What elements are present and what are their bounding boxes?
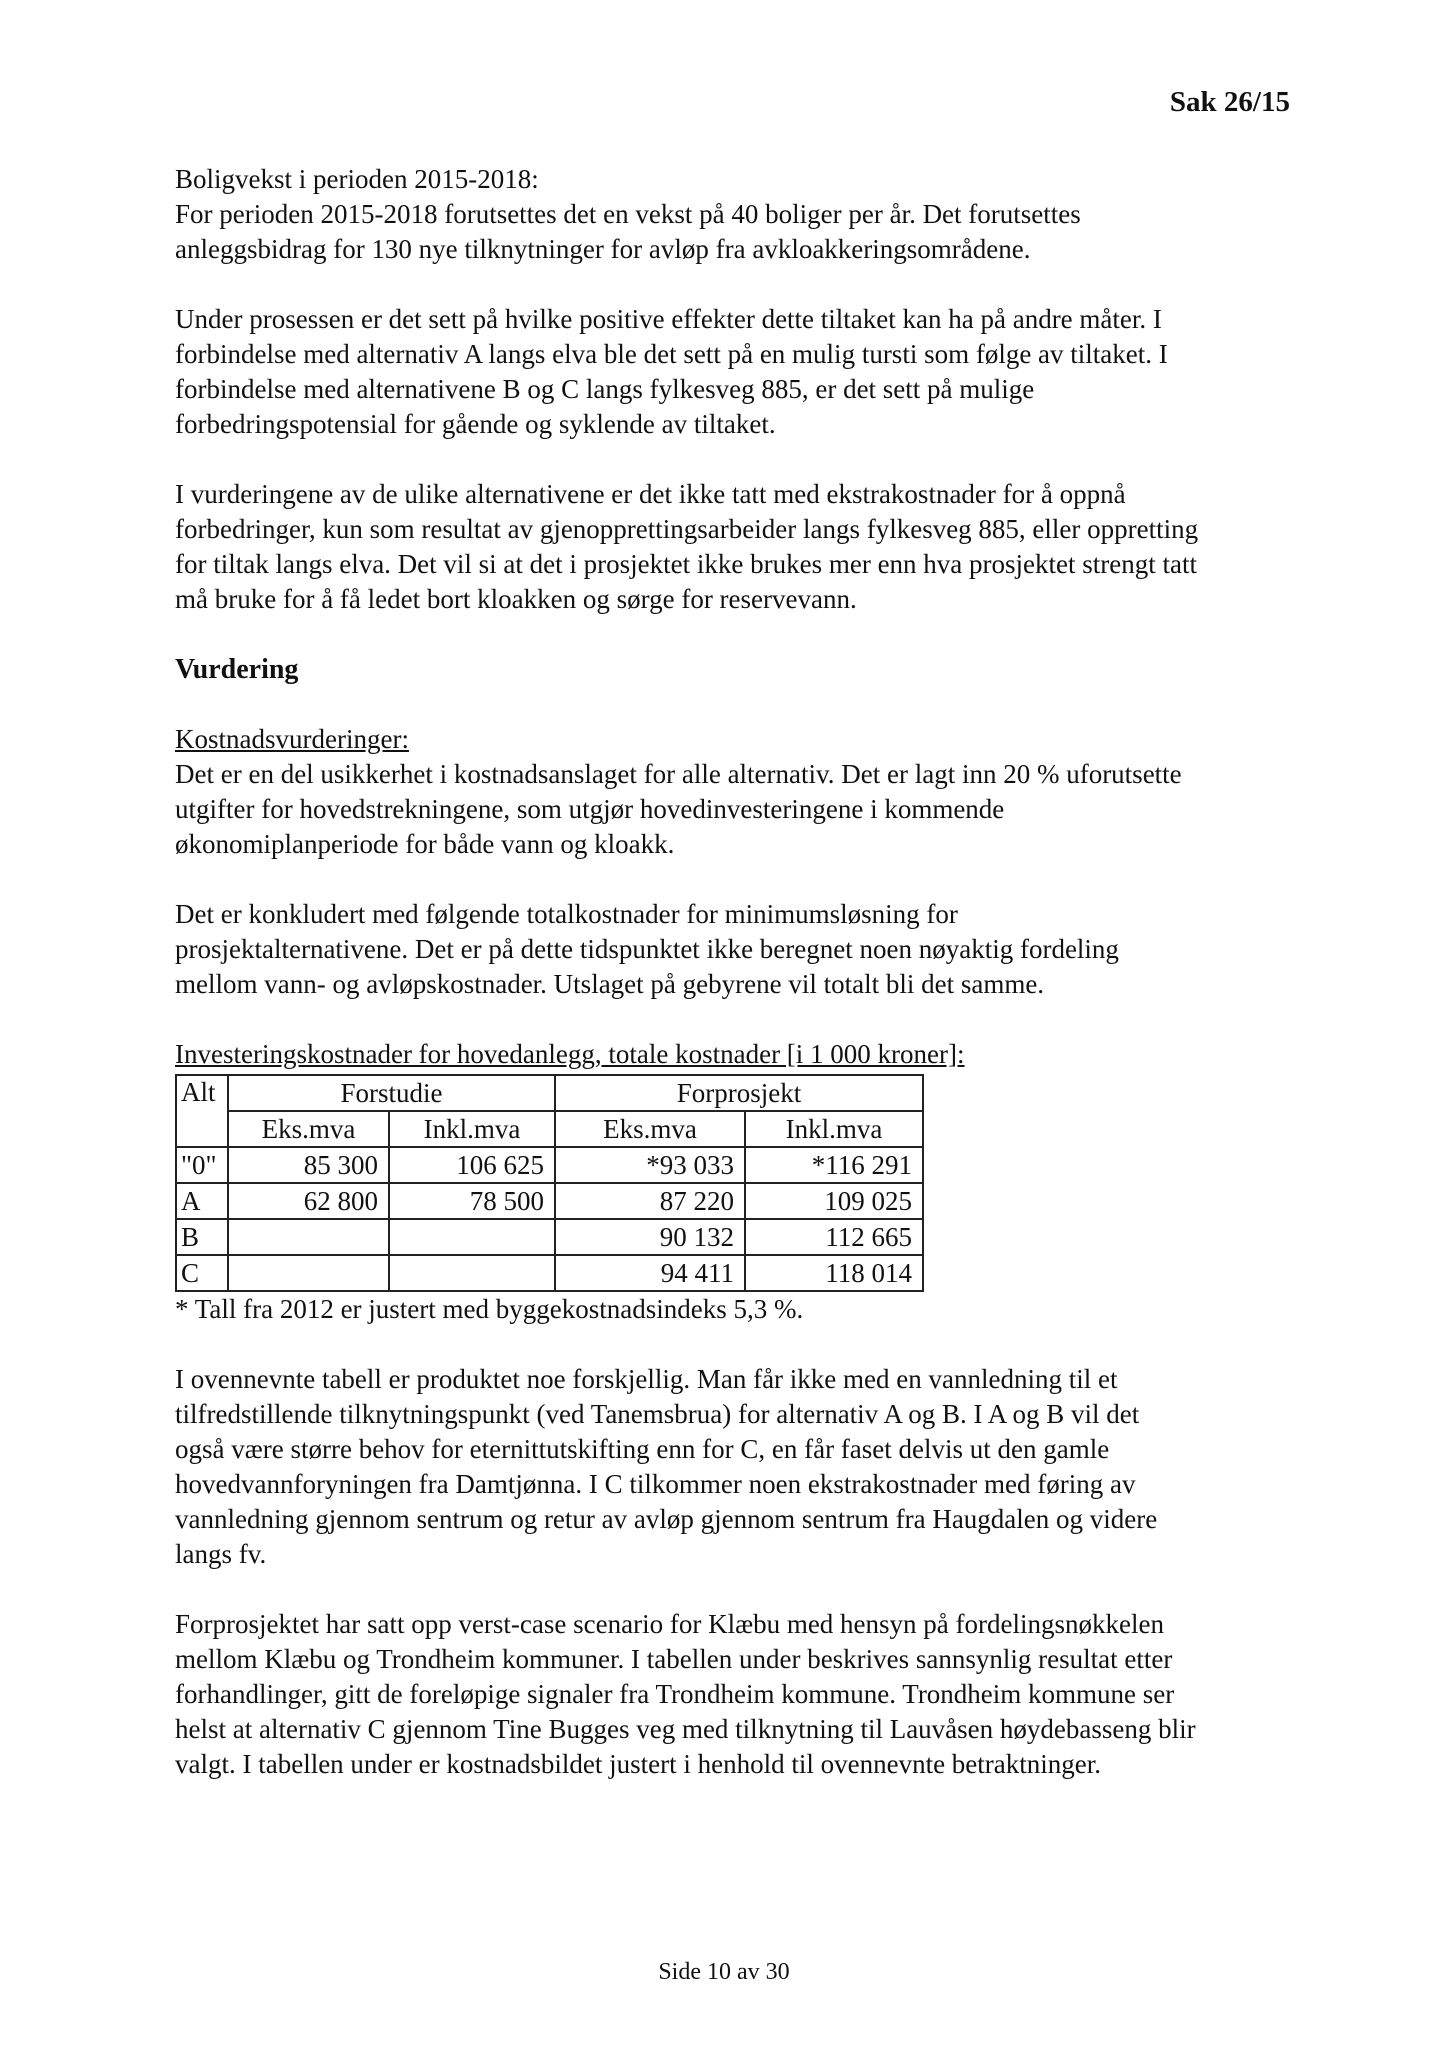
text-line: hovedvannforyningen fra Damtjønna. I C tilkommer noen ekstrakostnader med føring av: [175, 1469, 1136, 1499]
table-cell: [389, 1219, 555, 1255]
paragraph-benefits: [175, 302, 1295, 442]
header-group-forstudie: Forstudie: [228, 1075, 555, 1111]
text-line: vannledning gjennom sentrum og retur av avløp gjennom sentrum fra Haugdalen og videre: [175, 1504, 1158, 1534]
text-line: I vurderingene av de ulike alternativene er det ikke tatt med ekstrakostnader for å oppnå: [175, 479, 1126, 509]
cost-subheading: Kostnadsvurderinger:: [175, 724, 409, 754]
text-line: forhandlinger, gitt de foreløpige signaler fra Trondheim kommune. Trondheim kommune ser: [175, 1679, 1175, 1709]
table-cell: 87 220: [555, 1183, 745, 1219]
text-line: må bruke for å få ledet bort kloakken og sørge for reservevann.: [175, 584, 857, 614]
text-line: utgifter for hovedstrekningene, som utgjør hovedinvesteringene i kommende: [175, 794, 1005, 824]
subheader-cell: Eks.mva: [228, 1111, 389, 1147]
text-line: valgt. I tabellen under er kostnadsbildet justert i henhold til ovennevnte betraktninger.: [175, 1749, 1102, 1779]
cost-table: [175, 1074, 924, 1292]
table-footnote: * Tall fra 2012 er justert med byggekostnadsindeks 5,3 %.: [175, 1294, 804, 1324]
cost-assessment-paragraph: [175, 722, 1295, 862]
text-line: For perioden 2015-2018 forutsettes det en vekst på 40 boliger per år. Det forutsettes: [175, 199, 1081, 229]
case-reference: Sak 26/15: [1169, 86, 1290, 118]
section-heading: Vurdering: [175, 654, 299, 685]
table-row: [176, 1255, 923, 1291]
paragraph-preproject: [175, 1607, 1295, 1782]
text-line: helst at alternativ C gjennom Tine Bugges veg med tilknytning til Lauvåsen høydebasseng blir: [175, 1714, 1196, 1744]
text-line: Det er konkludert med følgende totalkostnader for minimumsløsning for: [175, 899, 958, 929]
text-line: tilfredstillende tilknytningspunkt (ved Tanemsbrua) for alternativ A og B. I A og B vil det: [175, 1399, 1140, 1429]
table-cell: 90 132: [555, 1219, 745, 1255]
text-line: for tiltak langs elva. Det vil si at det i prosjektet ikke brukes mer enn hva prosjektet strengt tatt: [175, 549, 1197, 579]
text-line: anleggsbidrag for 130 nye tilknytninger for avløp fra avkloakkeringsområdene.: [175, 234, 1031, 264]
text-line: også være større behov for eternittutskifting enn for C, en får faset delvis ut den gamle: [175, 1434, 1110, 1464]
table-cell: [228, 1219, 389, 1255]
paragraph-assessments: [175, 477, 1295, 617]
text-line: Under prosessen er det sett på hvilke positive effekter dette tiltaket kan ha på andre måter. I: [175, 304, 1162, 334]
page-number: Side 10 av 30: [658, 1959, 790, 1985]
subheader-cell: Inkl.mva: [389, 1111, 555, 1147]
table-row: [176, 1147, 923, 1183]
document-body: [175, 162, 1295, 1782]
text-line: Forprosjektet har satt opp verst-case scenario for Klæbu med hensyn på fordelingsnøkkelen: [175, 1609, 1164, 1639]
header-group-forprosjekt: Forprosjekt: [555, 1075, 923, 1111]
table-cell: 109 025: [745, 1183, 923, 1219]
table-row: [176, 1219, 923, 1255]
text-line: økonomiplanperiode for både vann og kloakk.: [175, 829, 675, 859]
cost-table-block: [175, 1037, 1295, 1327]
table-cell: *93 033: [555, 1147, 745, 1183]
table-cell: 94 411: [555, 1255, 745, 1291]
row-label: A: [176, 1183, 228, 1219]
table-cell: 78 500: [389, 1183, 555, 1219]
intro-paragraph: [175, 162, 1295, 267]
text-line: langs fv.: [175, 1539, 267, 1569]
text-line: forbedringspotensial for gående og syklende av tiltaket.: [175, 409, 776, 439]
conclusion-paragraph: [175, 897, 1295, 1002]
intro-heading: Boligvekst i perioden 2015-2018:: [175, 164, 539, 194]
text-line: prosjektalternativene. Det er på dette tidspunktet ikke beregnet noen nøyaktig fordeling: [175, 934, 1119, 964]
text-line: forbedringer, kun som resultat av gjenopprettingsarbeider langs fylkesveg 885, eller oppretting: [175, 514, 1199, 544]
row-label: C: [176, 1255, 228, 1291]
subheader-cell: Eks.mva: [555, 1111, 745, 1147]
text-line: Det er en del usikkerhet i kostnadsanslaget for alle alternativ. Det er lagt inn 20 % uforutsette: [175, 759, 1182, 789]
text-line: I ovennevnte tabell er produktet noe forskjellig. Man får ikke med en vannledning til et: [175, 1364, 1118, 1394]
subheader-cell: Inkl.mva: [745, 1111, 923, 1147]
table-caption: Investeringskostnader for hovedanlegg, totale kostnader [i 1 000 kroner]:: [175, 1039, 965, 1069]
table-cell: *116 291: [745, 1147, 923, 1183]
text-line: mellom vann- og avløpskostnader. Utslaget på gebyrene vil totalt bli det samme.: [175, 969, 1045, 999]
text-line: mellom Klæbu og Trondheim kommuner. I tabellen under beskrives sannsynlig resultat etter: [175, 1644, 1173, 1674]
row-label: "0": [176, 1147, 228, 1183]
header-alt: Alt: [176, 1075, 228, 1147]
table-cell: 62 800: [228, 1183, 389, 1219]
text-line: forbindelse med alternativ A langs elva ble det sett på en mulig tursti som følge av tiltaket. I: [175, 339, 1168, 369]
row-label: B: [176, 1219, 228, 1255]
table-header-row: [176, 1075, 923, 1111]
text-line: forbindelse med alternativene B og C langs fylkesveg 885, er det sett på mulige: [175, 374, 1035, 404]
table-row: [176, 1183, 923, 1219]
table-cell: 106 625: [389, 1147, 555, 1183]
table-cell: 112 665: [745, 1219, 923, 1255]
paragraph-table-comment: [175, 1362, 1295, 1572]
table-cell: 118 014: [745, 1255, 923, 1291]
table-cell: [228, 1255, 389, 1291]
table-subheader-row: [176, 1111, 923, 1147]
table-cell: [389, 1255, 555, 1291]
table-cell: 85 300: [228, 1147, 389, 1183]
